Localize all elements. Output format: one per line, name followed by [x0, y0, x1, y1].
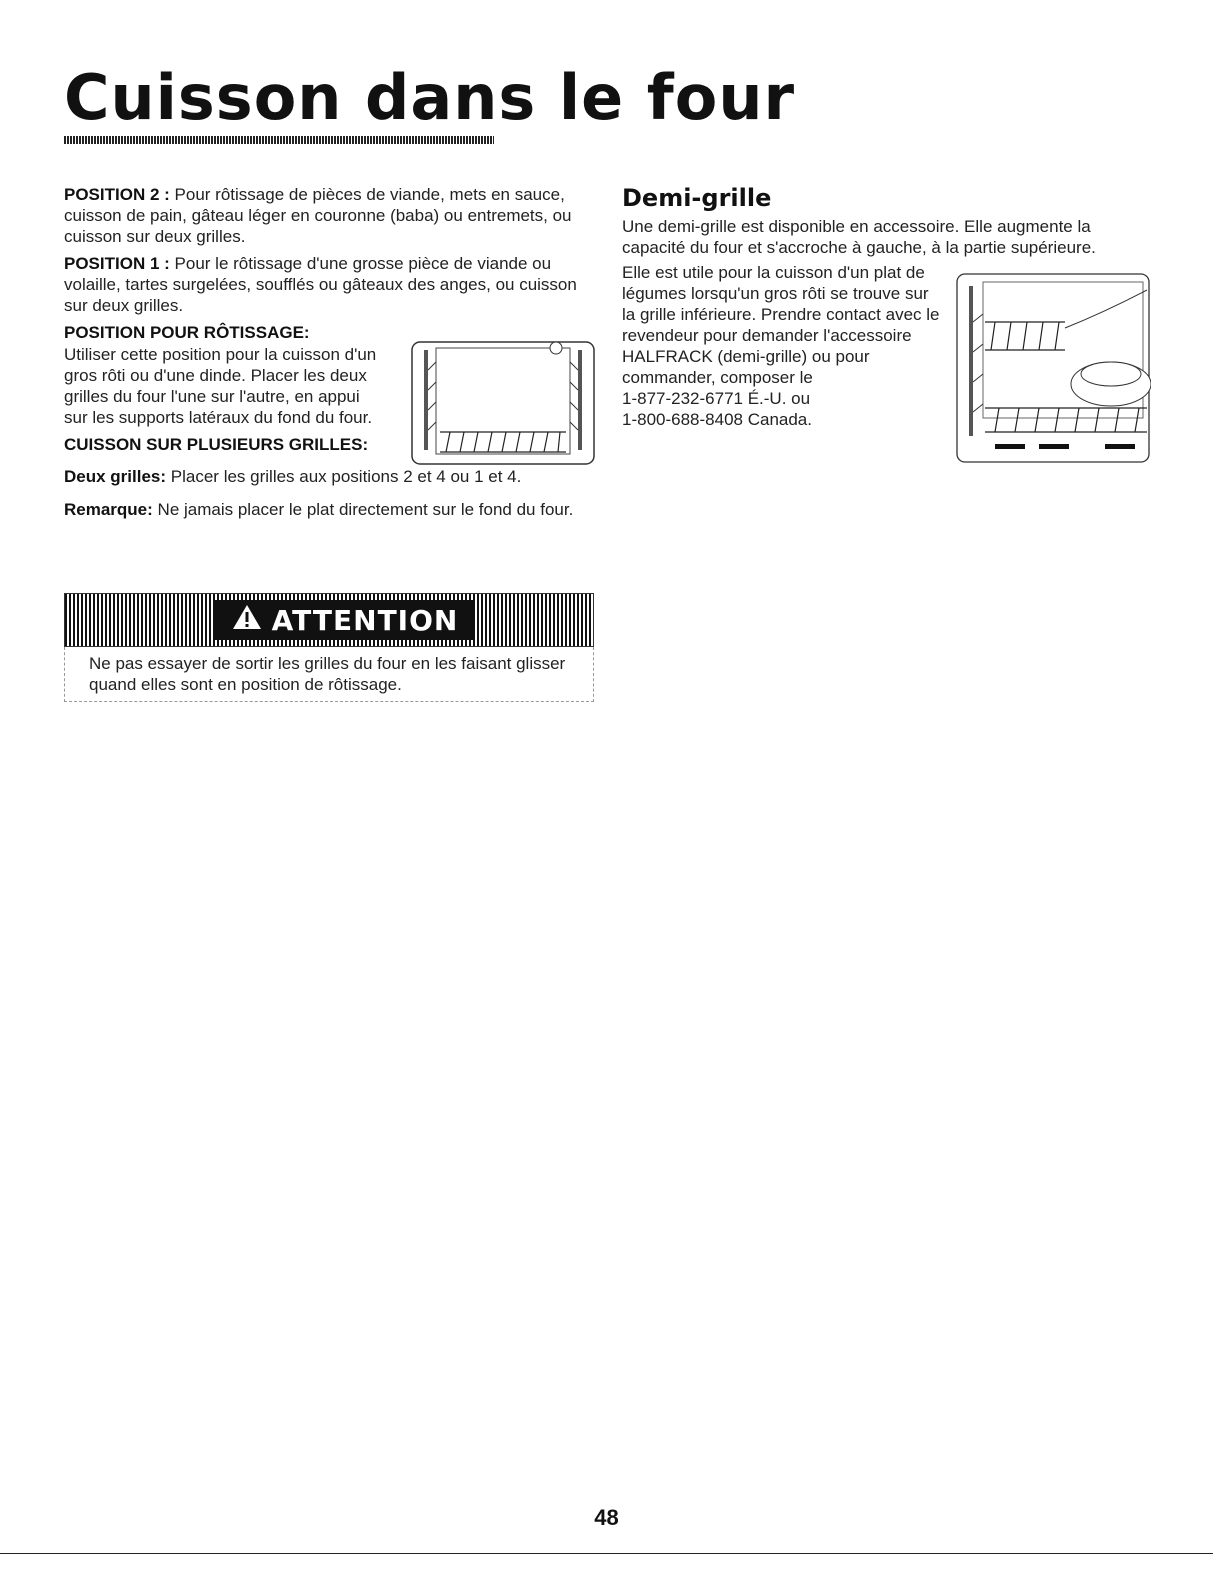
page-number: 48 — [594, 1505, 619, 1530]
half-rack-intro: Une demi-grille est disponible en accessoire. Elle augmente la capacité du four et s'accroche à gauche, à la partie supérieure. — [622, 217, 1096, 257]
phone-canada: 1-800-688-8408 Canada. — [622, 410, 812, 429]
position-1-paragraph — [64, 253, 594, 316]
half-rack-body: Elle est utile pour la cuisson d'un plat de légumes lorsqu'un gros rôti se trouve sur la grille inférieure. Prendre contact avec le revendeur pour demander l'accessoire HALFRACK (demi-grille) ou pour commander, composer le — [622, 263, 940, 387]
roasting-heading: POSITION POUR RÔTISSAGE: — [64, 323, 310, 342]
position-1-text: Pour le rôtissage d'une grosse pièce de viande ou volaille, tartes surgelées, soufflés ou gâteaux des anges, ou cuisson sur deux grilles. — [64, 254, 577, 315]
position-2-label: POSITION 2 : — [64, 185, 170, 204]
warning-label: ATTENTION — [271, 603, 459, 637]
warning-banner — [64, 593, 594, 647]
two-racks-text: Placer les grilles aux positions 2 et 4 ou 1 et 4. — [170, 467, 522, 486]
oven-roasting-illustration — [410, 340, 596, 466]
warning-text: Ne pas essayer de sortir les grilles du four en les faisant glisser quand elles sont en position de rôtissage. — [64, 647, 594, 702]
bottom-rule — [0, 1553, 1213, 1554]
page-title: Cuisson dans le four — [64, 61, 796, 134]
warning-box — [64, 593, 594, 702]
two-racks-paragraph — [64, 466, 594, 487]
phone-us: 1-877-232-6771 É.-U. ou — [622, 389, 811, 408]
warning-triangle-icon — [232, 604, 262, 637]
position-2-paragraph — [64, 184, 594, 247]
two-racks-label: Deux grilles: — [64, 467, 167, 486]
note-label: Remarque: — [64, 500, 153, 519]
position-1-label: POSITION 1 : — [64, 254, 170, 273]
roasting-text: Utiliser cette position pour la cuisson d'un gros rôti ou d'une dinde. Placer les deux grilles du four l'une sur l'autre, en appui sur les supports latéraux du fond du four. — [64, 345, 377, 427]
note-text: Ne jamais placer le plat directement sur le fond du four. — [157, 500, 574, 519]
note-paragraph — [64, 499, 594, 520]
multi-rack-heading: CUISSON SUR PLUSIEURS GRILLES: — [64, 435, 369, 454]
title-underline — [64, 136, 494, 144]
position-2-text: Pour rôtissage de pièces de viande, mets en sauce, cuisson de pain, gâteau léger en couronne (baba) ou entremets, ou cuisson sur deux grilles. — [64, 185, 572, 246]
half-rack-illustration — [955, 272, 1151, 464]
half-rack-heading: Demi-grille — [622, 184, 772, 212]
